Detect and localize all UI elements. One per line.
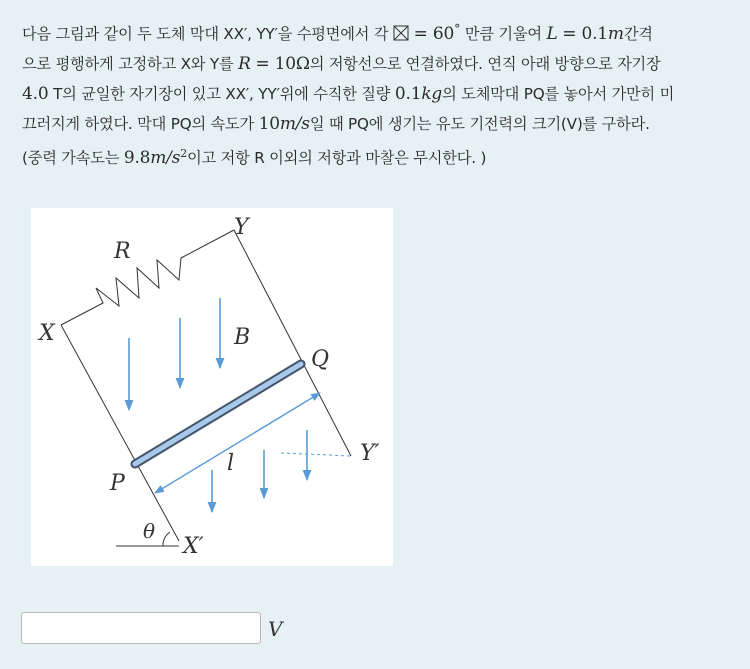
label-l: l [227, 451, 235, 476]
rails-diagram [31, 208, 393, 566]
label-p: P [110, 471, 125, 496]
label-theta: θ [143, 519, 156, 543]
problem-line-3: 4.0 T의 균일한 자기장이 있고 XX′, YY′위에 수직한 질량 0.1kg의 도체막대 PQ를 놓아서 가만히 미 [22, 84, 675, 105]
answer-unit: V [268, 617, 283, 641]
answer-input[interactable] [21, 612, 261, 644]
theta-arc [163, 532, 170, 546]
rod-pq-highlight [135, 364, 301, 464]
label-b: B [234, 325, 251, 350]
problem-text [22, 14, 734, 173]
label-y: Y [234, 215, 249, 240]
problem-line-2: 으로 평행하게 고정하고 X와 Y를 R = 10Ω의 저항선으로 연결하였다. 연직 아래 방향으로 자기장 [22, 54, 661, 75]
rail-xx [61, 325, 179, 541]
label-x-prime: X′ [183, 534, 204, 559]
physics-figure [31, 208, 393, 566]
label-r: R [114, 239, 131, 264]
label-x: X [39, 321, 55, 346]
label-y-prime: Y′ [360, 441, 380, 466]
label-q: Q [311, 347, 330, 372]
problem-line-1: 다음 그림과 같이 두 도체 막대 XX′, YY′을 수평면에서 각 = 60° 만큼 기울여 L = 0.1m간격 [22, 21, 653, 45]
problem-line-4: 끄러지게 하였다. 막대 PQ의 속도가 10m/s일 때 PQ에 생기는 유도 기전력의 크기(V)를 구하라. [22, 114, 650, 135]
resistor [61, 230, 234, 325]
problem-line-5: (중력 가속도는 $9.8m/s^2$이고 저항 R 이외의 저항과 마찰은 무시한다. ) [22, 147, 487, 169]
angle-box-icon [393, 25, 409, 41]
width-dimension [155, 393, 320, 493]
dashed-guide [281, 453, 351, 456]
rail-yy [234, 230, 351, 456]
